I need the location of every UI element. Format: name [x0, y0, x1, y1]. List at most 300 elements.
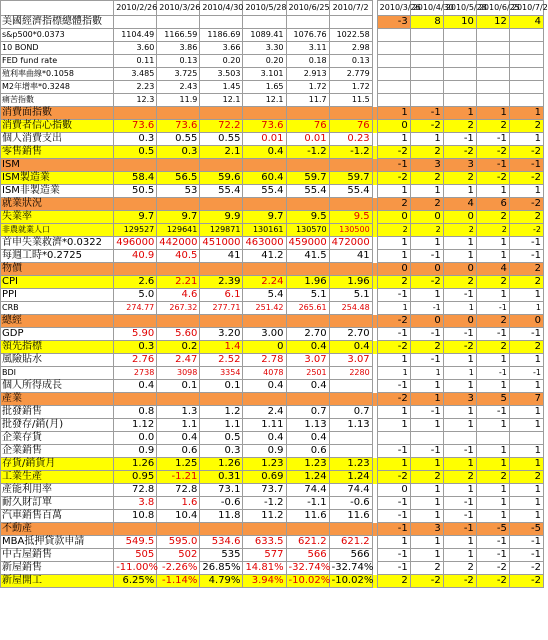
signal-score: 1: [509, 484, 543, 497]
signal-score: -1: [443, 289, 476, 302]
indicator-label: 產業: [1, 393, 114, 406]
signal-score: 1: [443, 367, 476, 380]
indicator-value: 2.21: [157, 276, 200, 289]
indicator-value: 3098: [157, 367, 200, 380]
indicator-value: 1.45: [200, 81, 243, 94]
indicator-value: [329, 263, 372, 276]
signal-score: -1: [443, 328, 476, 341]
indicator-value: 40.9: [114, 250, 157, 263]
indicator-value: [286, 523, 329, 536]
signal-score: -1: [410, 107, 443, 120]
indicator-row: [1, 224, 544, 237]
indicator-value: 0.3: [114, 341, 157, 354]
signal-score: 1: [410, 549, 443, 562]
signal-score: -2: [509, 575, 543, 588]
indicator-value: 1.96: [329, 276, 372, 289]
indicator-value: 11.6: [286, 510, 329, 523]
indicator-label: 批發銷售: [1, 406, 114, 419]
indicator-value: 72.8: [157, 484, 200, 497]
signal-score: -5: [509, 523, 543, 536]
signal-score: [410, 432, 443, 445]
indicator-label: 企業銷售: [1, 445, 114, 458]
signal-score: -1: [377, 328, 410, 341]
indicator-value: 2.47: [157, 354, 200, 367]
signal-score: 2: [476, 315, 509, 328]
signal-score: -1: [377, 159, 410, 172]
signal-score: 1: [377, 237, 410, 250]
indicator-label: 總經: [1, 315, 114, 328]
indicator-label: 失業率: [1, 211, 114, 224]
indicator-value: [286, 198, 329, 211]
indicator-label: 工業生產: [1, 471, 114, 484]
indicator-value: [329, 445, 372, 458]
signal-score: 1: [377, 302, 410, 315]
indicator-value: 1.72: [329, 81, 372, 94]
indicator-value: 5.4: [243, 289, 286, 302]
signal-score: -1: [443, 133, 476, 146]
signal-score: [377, 81, 410, 94]
signal-score: 1: [443, 419, 476, 432]
indicator-label: 企業存貨: [1, 432, 114, 445]
signal-score: -1: [377, 510, 410, 523]
signal-score: 2: [377, 276, 410, 289]
signal-score: [476, 94, 509, 107]
indicator-label: 領先指標: [1, 341, 114, 354]
signal-total: 8: [410, 16, 443, 29]
indicator-value: 14.81%: [243, 562, 286, 575]
signal-score: 1: [476, 445, 509, 458]
indicator-value: 3.00: [243, 328, 286, 341]
indicator-value: 459000: [286, 237, 329, 250]
indicator-value: [157, 393, 200, 406]
indicator-value: 0.4: [243, 380, 286, 393]
indicator-value: 12.3: [114, 94, 157, 107]
signal-score: [377, 42, 410, 55]
indicator-value: [243, 159, 286, 172]
signal-score: 1: [410, 458, 443, 471]
indicator-row: [1, 68, 544, 81]
indicator-value: 451000: [200, 237, 243, 250]
indicator-value: 1104.49: [114, 29, 157, 42]
signal-score: 1: [443, 406, 476, 419]
indicator-value: 1.12: [114, 419, 157, 432]
signal-score: 1: [443, 536, 476, 549]
indicator-value: 129871: [200, 224, 243, 237]
signal-score: 1: [410, 133, 443, 146]
signal-score: [377, 68, 410, 81]
indicator-value: [286, 263, 329, 276]
signal-score: -1: [377, 289, 410, 302]
signal-score: [509, 42, 543, 55]
indicator-row: [1, 120, 544, 133]
indicator-value: 1.24: [286, 471, 329, 484]
indicator-label: 10 BOND: [1, 42, 114, 55]
indicator-row: [1, 211, 544, 224]
indicator-value: 3.60: [114, 42, 157, 55]
indicator-value: 2.24: [243, 276, 286, 289]
signal-score: 1: [509, 419, 543, 432]
signal-score: 1: [509, 185, 543, 198]
indicator-value: 1.23: [329, 458, 372, 471]
signal-score: 1: [377, 250, 410, 263]
indicator-value: 0.4: [157, 432, 200, 445]
date-header: 2010/3/26: [157, 1, 200, 16]
indicator-value: 0: [243, 341, 286, 354]
indicator-value: 0.1: [157, 380, 200, 393]
signal-score: 2: [410, 562, 443, 575]
indicator-value: 3.8: [114, 497, 157, 510]
indicator-value: -1.2: [286, 146, 329, 159]
indicator-value: 9.5: [329, 211, 372, 224]
signal-score: 2: [410, 224, 443, 237]
indicator-value: 0.5: [200, 432, 243, 445]
date-header: 2010/6/25: [286, 1, 329, 16]
indicator-value: 0.20: [200, 55, 243, 68]
signal-score: 2: [377, 224, 410, 237]
signal-score: 1: [377, 419, 410, 432]
signal-score: [377, 432, 410, 445]
indicator-value: [114, 159, 157, 172]
indicator-value: 2.70: [286, 328, 329, 341]
signal-score: [377, 29, 410, 42]
indicator-value: [329, 393, 372, 406]
signal-score: 7: [509, 393, 543, 406]
signal-score: [509, 29, 543, 42]
indicator-value: 2.43: [157, 81, 200, 94]
indicator-value: 41.2: [243, 250, 286, 263]
indicator-value: 0.0: [114, 432, 157, 445]
signal-score: -2: [410, 575, 443, 588]
title-row: [1, 16, 544, 29]
indicator-value: 56.5: [157, 172, 200, 185]
indicator-value: 3.503: [200, 68, 243, 81]
indicator-row: [1, 81, 544, 94]
indicator-value: 2.76: [114, 354, 157, 367]
indicator-value: 0.4: [286, 432, 329, 445]
signal-score: 2: [509, 263, 543, 276]
signal-score: -2: [377, 341, 410, 354]
signal-score: 1: [509, 133, 543, 146]
indicator-value: 4.6: [157, 289, 200, 302]
signal-score: -2: [443, 575, 476, 588]
indicator-value: 5.60: [157, 328, 200, 341]
indicator-value: 11.2: [243, 510, 286, 523]
signal-score: -2: [377, 393, 410, 406]
indicator-value: 1076.76: [286, 29, 329, 42]
indicator-value: -32.74%: [329, 562, 372, 575]
signal-score: 1: [443, 549, 476, 562]
indicator-value: 0.4: [329, 341, 372, 354]
indicator-value: 2738: [114, 367, 157, 380]
indicator-value: 59.7: [329, 172, 372, 185]
indicator-value: -10.02%: [286, 575, 329, 588]
indicator-value: 11.9: [157, 94, 200, 107]
signal-score: -1: [410, 328, 443, 341]
indicator-value: [200, 523, 243, 536]
indicator-value: 3354: [200, 367, 243, 380]
indicator-label: MBA抵押貸款申請: [1, 536, 114, 549]
signal-score: [410, 94, 443, 107]
indicator-value: -11.00%: [114, 562, 157, 575]
signal-score: -2: [509, 224, 543, 237]
signal-score: 1: [476, 458, 509, 471]
indicator-value: 0.7: [329, 406, 372, 419]
signal-score: 2: [476, 120, 509, 133]
indicator-value: 1.25: [157, 458, 200, 471]
signal-score: 1: [410, 289, 443, 302]
signal-score: [476, 68, 509, 81]
indicator-value: 10.4: [157, 510, 200, 523]
signal-score: [509, 94, 543, 107]
indicator-value: [200, 263, 243, 276]
signal-score: 1: [476, 419, 509, 432]
signal-score: -1: [476, 302, 509, 315]
signal-score: [410, 42, 443, 55]
indicator-value: 496000: [114, 237, 157, 250]
signal-score: 1: [377, 354, 410, 367]
indicator-label: ISM製造業: [1, 172, 114, 185]
signal-score: 1: [443, 484, 476, 497]
signal-score: 5: [476, 393, 509, 406]
indicator-label: 耐久財訂單: [1, 497, 114, 510]
indicator-value: [286, 393, 329, 406]
indicator-value: 463000: [243, 237, 286, 250]
signal-score: 1: [476, 510, 509, 523]
signal-score: -2: [410, 276, 443, 289]
indicator-value: 12.1: [243, 94, 286, 107]
indicator-value: 0.20: [243, 55, 286, 68]
indicator-value: 11.7: [286, 94, 329, 107]
indicator-value: 1.24: [329, 471, 372, 484]
indicator-value: 9.5: [286, 211, 329, 224]
indicator-value: 0.13: [157, 55, 200, 68]
indicator-label: 消費者信心指數: [1, 120, 114, 133]
signal-score: -1: [476, 406, 509, 419]
indicator-value: 549.5: [114, 536, 157, 549]
signal-score: [476, 432, 509, 445]
indicator-value: 0.55: [157, 133, 200, 146]
indicator-row: [1, 575, 544, 588]
signal-score: -1: [443, 510, 476, 523]
signal-score: 1: [377, 406, 410, 419]
indicator-value: -10.02%: [329, 575, 372, 588]
signal-score: 2: [509, 211, 543, 224]
signal-score: [377, 55, 410, 68]
signal-score: -2: [509, 198, 543, 211]
indicator-value: -1.14%: [157, 575, 200, 588]
signal-score: -1: [410, 406, 443, 419]
signal-score: 3: [443, 393, 476, 406]
indicator-row: [1, 328, 544, 341]
signal-score: 1: [443, 237, 476, 250]
signal-score: -2: [443, 341, 476, 354]
indicator-value: [329, 432, 372, 445]
indicator-value: -1.2: [329, 146, 372, 159]
signal-score: 2: [443, 562, 476, 575]
signal-score: 1: [509, 107, 543, 120]
indicator-value: 0.4: [114, 380, 157, 393]
indicator-value: [114, 523, 157, 536]
signal-score: 0: [377, 263, 410, 276]
signal-score: 1: [476, 185, 509, 198]
indicator-rows: [1, 29, 544, 588]
signal-score: 2: [509, 120, 543, 133]
indicator-label: 風險貼水: [1, 354, 114, 367]
indicator-value: [157, 315, 200, 328]
indicator-value: [200, 315, 243, 328]
indicator-label: 就業狀況: [1, 198, 114, 211]
indicator-value: 3.485: [114, 68, 157, 81]
indicator-value: 0.5: [114, 146, 157, 159]
signal-date-header: 2010/4/30: [410, 1, 443, 16]
signal-score: 2: [476, 341, 509, 354]
signal-score: 6: [476, 198, 509, 211]
signal-score: 2: [476, 211, 509, 224]
indicator-value: [200, 393, 243, 406]
signal-score: -2: [476, 562, 509, 575]
date-header: 2010/2/26: [114, 1, 157, 16]
indicator-value: 72.2: [200, 120, 243, 133]
indicator-label: 個人所得成長: [1, 380, 114, 393]
signal-score: 2: [476, 224, 509, 237]
signal-score: -2: [476, 146, 509, 159]
indicator-label: 新屋開工: [1, 575, 114, 588]
signal-score: [443, 432, 476, 445]
indicator-row: [1, 510, 544, 523]
signal-score: [509, 55, 543, 68]
signal-score: 3: [410, 159, 443, 172]
indicator-value: 0.4: [243, 432, 286, 445]
indicator-value: 0.4: [243, 146, 286, 159]
signal-score: -1: [476, 536, 509, 549]
signal-score: -1: [509, 159, 543, 172]
indicator-value: 41.5: [286, 250, 329, 263]
signal-score: 0: [377, 211, 410, 224]
indicator-row: [1, 146, 544, 159]
indicator-value: 0.3: [114, 133, 157, 146]
indicator-value: -0.6: [329, 497, 372, 510]
indicator-value: 2.70: [329, 328, 372, 341]
indicator-value: 0.1: [200, 380, 243, 393]
signal-score: 2: [476, 276, 509, 289]
indicator-value: 2.913: [286, 68, 329, 81]
indicator-value: 4.79%: [200, 575, 243, 588]
signal-score: 0: [377, 120, 410, 133]
indicator-label: 產能利用率: [1, 484, 114, 497]
indicator-value: 1.4: [200, 341, 243, 354]
signal-score: 1: [476, 107, 509, 120]
signal-score: 1: [410, 185, 443, 198]
indicator-value: 0.6: [157, 445, 200, 458]
signal-score: 1: [509, 380, 543, 393]
indicator-row: [1, 250, 544, 263]
indicator-value: 2.98: [329, 42, 372, 55]
indicator-row: [1, 367, 544, 380]
header-dates-row: [1, 1, 544, 16]
signal-score: 2: [443, 471, 476, 484]
section-header-row: [1, 159, 544, 172]
indicator-value: 130161: [243, 224, 286, 237]
indicator-value: 26.85%: [200, 562, 243, 575]
signal-score: -1: [443, 497, 476, 510]
indicator-value: 73.6: [157, 120, 200, 133]
indicator-value: [243, 315, 286, 328]
indicator-value: 73.6: [243, 120, 286, 133]
signal-score: 4: [476, 263, 509, 276]
indicator-value: 1.26: [200, 458, 243, 471]
indicator-value: 9.9: [200, 211, 243, 224]
indicator-label: 個人消費支出: [1, 133, 114, 146]
indicator-value: 41: [329, 250, 372, 263]
indicator-value: 2.39: [200, 276, 243, 289]
indicator-row: [1, 562, 544, 575]
indicator-label: 非農就業人口: [1, 224, 114, 237]
signal-score: 2: [410, 198, 443, 211]
indicator-row: [1, 484, 544, 497]
indicator-value: 11.6: [329, 510, 372, 523]
signal-total: 12: [476, 16, 509, 29]
signal-score: 3: [443, 159, 476, 172]
signal-score: 2: [410, 341, 443, 354]
indicator-value: 1089.41: [243, 29, 286, 42]
indicator-value: 277.71: [200, 302, 243, 315]
indicator-row: [1, 29, 544, 42]
indicator-value: 4078: [243, 367, 286, 380]
indicator-value: 3.20: [200, 328, 243, 341]
signal-score: -2: [509, 562, 543, 575]
indicator-value: 0.7: [286, 406, 329, 419]
signal-score: -1: [476, 133, 509, 146]
signal-score: -1: [377, 549, 410, 562]
signal-score: -2: [410, 120, 443, 133]
signal-score: 1: [443, 250, 476, 263]
signal-score: 1: [410, 536, 443, 549]
signal-score: 1: [410, 237, 443, 250]
indicator-value: 0.31: [200, 471, 243, 484]
indicator-value: 11.5: [329, 94, 372, 107]
indicator-label: 痛苦指數: [1, 94, 114, 107]
indicator-value: [329, 315, 372, 328]
section-header-row: [1, 263, 544, 276]
indicator-value: 1.2: [200, 406, 243, 419]
indicator-value: 1.23: [286, 458, 329, 471]
signal-score: -1: [476, 328, 509, 341]
signal-score: [443, 29, 476, 42]
indicator-label: CPI: [1, 276, 114, 289]
indicator-row: [1, 94, 544, 107]
indicator-row: [1, 445, 544, 458]
indicator-value: 0.13: [329, 55, 372, 68]
indicator-value: 566: [286, 549, 329, 562]
indicator-value: [114, 315, 157, 328]
indicator-value: -1.21: [157, 471, 200, 484]
indicator-label: 新屋銷售: [1, 562, 114, 575]
signal-score: [476, 81, 509, 94]
indicator-value: [243, 198, 286, 211]
header-label-cell: [1, 1, 114, 16]
indicator-label: ISM: [1, 159, 114, 172]
indicator-value: 0.95: [114, 471, 157, 484]
indicator-value: 10.8: [114, 510, 157, 523]
signal-score: 0: [377, 484, 410, 497]
signal-score: 1: [410, 497, 443, 510]
indicator-row: [1, 471, 544, 484]
indicator-value: -1.2: [243, 497, 286, 510]
section-header-row: [1, 393, 544, 406]
signal-score: -2: [377, 315, 410, 328]
signal-score: 2: [509, 341, 543, 354]
signal-score: -1: [509, 250, 543, 263]
